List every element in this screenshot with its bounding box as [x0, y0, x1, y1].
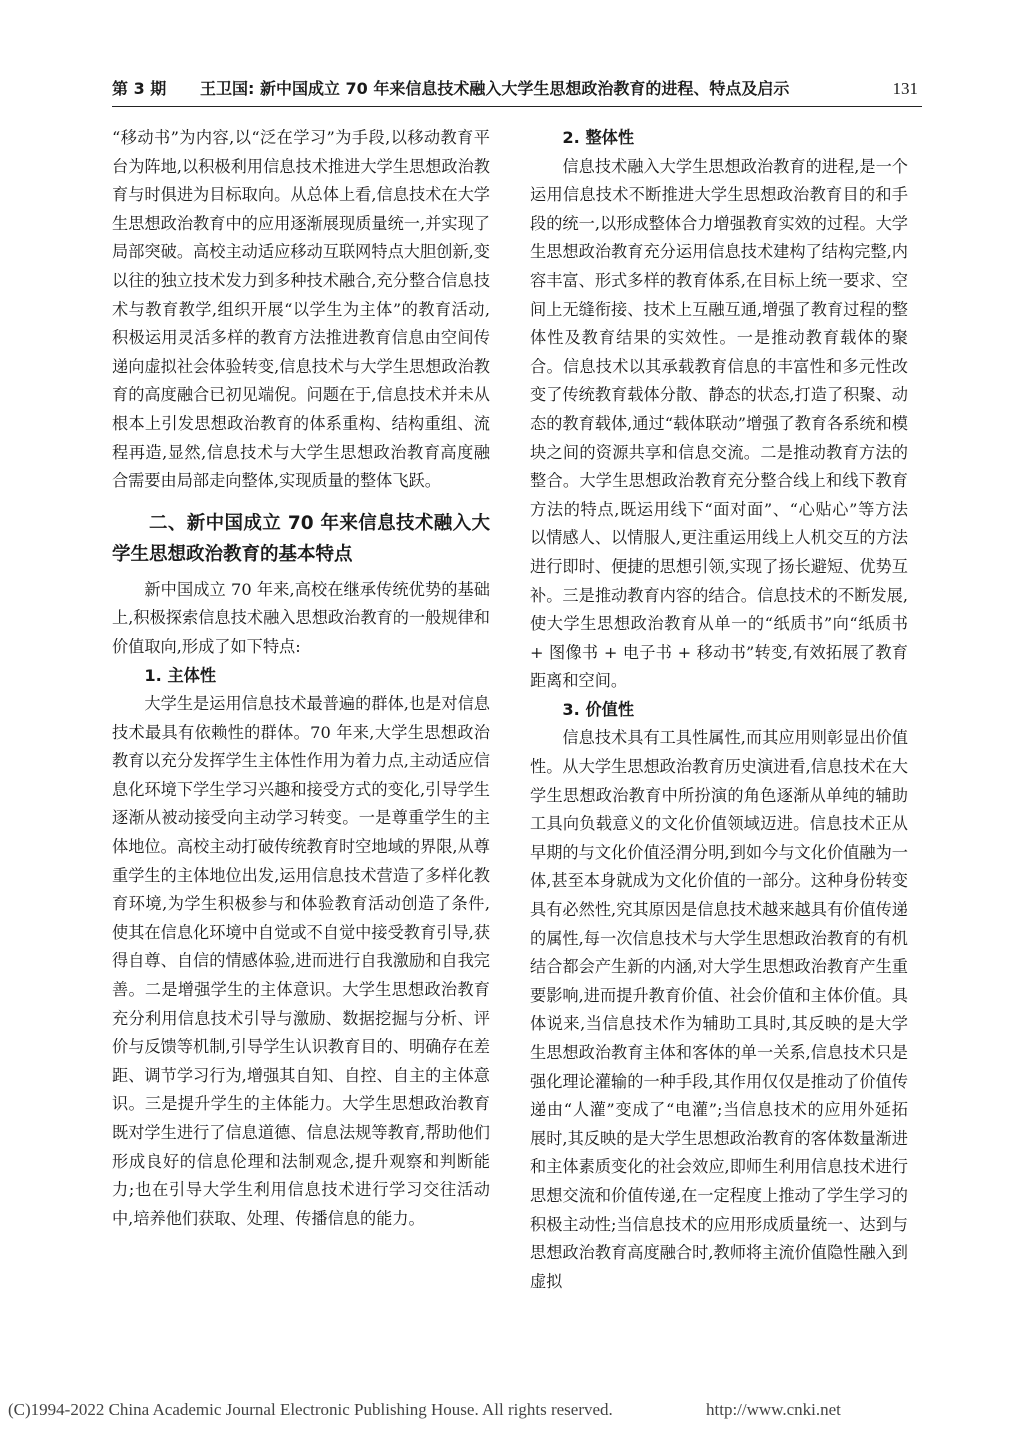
running-title: 王卫国: 新中国成立 70 年来信息技术融入大学生思想政治教育的进程、特点及启示 — [200, 79, 790, 98]
paragraph: “移动书”为内容,以“泛在学习”为手段,以移动教育平台为阵地,以积极利用信息技术推进大学生思想政治教育与时俱进为目标取向。从总体上看,信息技术在大学生思想政治教育中的应用逐渐展现质量统一,并实现了局部突破。高校主动适应移动互联网特点大胆创新,变以往的独立技术发力到多种技术融合,充分整合信息技术与教育教学,组织开展“以学生为主体”的教育活动,积极运用灵活多样的教育方法推进教育信息由空间传递向虚拟社会体验转变,信息技术与大学生思想政治教育的高度融合已初见端倪。问题在于,信息技术并未从根本上引发思想政治教育的体系重构、结构重组、流程再造,显然,信息技术与大学生思想政治教育高度融合需要由局部走向整体,实现质量的整体飞跃。 — [112, 128, 490, 491]
page-number: 131 — [892, 79, 918, 98]
section-heading: 二、新中国成立 70 年来信息技术融入大学生思想政治教育的基本特点 — [112, 512, 490, 565]
running-header — [112, 76, 922, 107]
subsection-heading: 1. 主体性 — [144, 665, 217, 685]
issue-number: 第 3 期 — [112, 79, 167, 98]
footer-url: http://www.cnki.net — [706, 1400, 841, 1419]
left-column — [112, 124, 490, 1233]
copyright-notice: (C)1994-2022 China Academic Journal Electronic Publishing House. All rights reserved. — [8, 1400, 613, 1419]
paragraph: 信息技术融入大学生思想政治教育的进程,是一个运用信息技术不断推进大学生思想政治教育目的和手段的统一,以形成整体合力增强教育实效的过程。大学生思想政治教育充分运用信息技术建构了结构完整,内容丰富、形式多样的教育体系,在目标上统一要求、空间上无缝衔接、技术上互融互通,增强了教育过程的整体性及教育结果的实效性。一是推动教育载体的聚合。信息技术以其承载教育信息的丰富性和多元性改变了传统教育载体分散、静态的状态,打造了积聚、动态的教育载体,通过“载体联动”增强了教育各系统和模块之间的资源共享和信息交流。二是推动教育方法的整合。大学生思想政治教育充分整合线上和线下教育方法的特点,既运用线下“面对面”、“心贴心”等方法以情感人、以情服人,更注重运用线上人机交互的方法进行即时、便捷的思想引领,实现了扬长避短、优势互补。三是推动教育内容的结合。信息技术的不断发展,使大学生思想政治教育从单一的“纸质书”向“纸质书 + 图像书 + 电子书 + 移动书”转变,有效拓展了教育距离和空间。 — [530, 156, 908, 691]
paragraph: 新中国成立 70 年来,高校在继承传统优势的基础上,积极探索信息技术融入思想政治教育的一般规律和价值取向,形成了如下特点: — [112, 579, 490, 656]
right-column — [530, 124, 908, 1296]
subsection-heading: 3. 价值性 — [562, 699, 635, 719]
paragraph: 信息技术具有工具性属性,而其应用则彰显出价值性。从大学生思想政治教育历史演进看,信息技术在大学生思想政治教育中所扮演的角色逐渐从单纯的辅助工具向负载意义的文化价值领域迈进。信息技术正从早期的与文化价值泾渭分明,到如今与文化价值融为一体,甚至本身就成为文化价值的一部分。这种身份转变具有必然性,究其原因是信息技术越来越具有价值传递的属性,每一次信息技术与大学生思想政治教育的有机结合都会产生新的内涵,对大学生思想政治教育产生重要影响,进而提升教育价值、社会价值和主体价值。具体说来,当信息技术作为辅助工具时,其反映的是大学生思想政治教育主体和客体的单一关系,信息技术只是强化理论灌输的一种手段,其作用仅仅是推动了价值传递由“人灌”变成了“电灌”;当信息技术的应用外延拓展时,其反映的是大学生思想政治教育的客体数量渐进和主体素质变化的社会效应,即师生利用信息技术进行思想交流和价值传递,在一定程度上推动了学生学习的积极主动性;当信息技术的应用形成质量统一、达到与思想政治教育高度融合时,教师将主流价值隐性融入到虚拟 — [530, 728, 908, 1291]
subsection-heading: 2. 整体性 — [562, 128, 635, 147]
paragraph: 大学生是运用信息技术最普遍的群体,也是对信息技术最具有依赖性的群体。70 年来,大学生思想政治教育以充分发挥学生主体性作用为着力点,主动适应信息化环境下学生学习兴趣和接受方式的变化,引导学生逐渐从被动接受向主动学习转变。一是尊重学生的主体地位。高校主动打破传统教育时空地域的界限,从尊重学生的主体地位出发,运用信息技术营造了多样化教育环境,为学生积极参与和体验教育活动创造了条件,使其在信息化环境中自觉或不自觉中接受教育引导,获得自尊、自信的情感体验,进而进行自我激励和自我完善。二是增强学生的主体意识。大学生思想政治教育充分利用信息技术引导与激励、数据挖掘与分析、评价与反馈等机制,引导学生认识教育目的、明确存在差距、调节学习行为,增强其自知、自控、自主的主体意识。三是提升学生的主体能力。大学生思想政治教育既对学生进行了信息道德、信息法规等教育,帮助他们形成良好的信息伦理和法制观念,提升观察和判断能力;也在引导大学生利用信息技术进行学习交往活动中,培养他们获取、处理、传播信息的能力。 — [112, 694, 490, 1228]
